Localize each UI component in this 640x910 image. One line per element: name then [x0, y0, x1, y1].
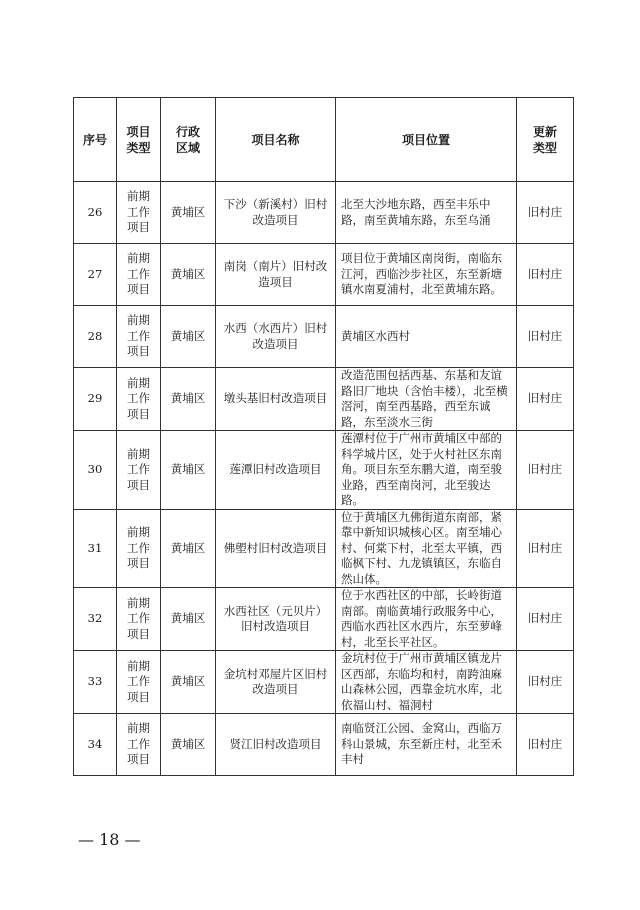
cell-category: 前期 工作 项目	[117, 509, 161, 588]
cell-category: 前期 工作 项目	[117, 306, 161, 368]
cell-project-name: 贤江旧村改造项目	[216, 714, 336, 776]
project-table	[73, 97, 574, 776]
header-location: 项目位置	[336, 98, 517, 182]
cell-project-name: 墩头基旧村改造项目	[216, 368, 336, 431]
table-row	[74, 509, 574, 588]
cell-district: 黄埔区	[161, 714, 216, 776]
table-row	[74, 588, 574, 651]
cell-index: 26	[74, 182, 117, 244]
cell-index: 27	[74, 244, 117, 306]
table-row	[74, 714, 574, 776]
header-name: 项目名称	[216, 98, 336, 182]
cell-project-name: 南岗（南片）旧村改造项目	[216, 244, 336, 306]
table-row	[74, 306, 574, 368]
cell-category: 前期 工作 项目	[117, 651, 161, 714]
cell-district: 黄埔区	[161, 431, 216, 510]
header-update-type: 更新 类型	[517, 98, 574, 182]
cell-location: 黄埔区水西村	[336, 306, 517, 368]
cell-update-type: 旧村庄	[517, 306, 574, 368]
cell-project-name: 佛塱村旧村改造项目	[216, 509, 336, 588]
cell-location: 莲潭村位于广州市黄埔区中部的科学城片区，处于火村社区东南角。项目东至东鹏大道，南至骏业路，西至南岗河，北至骏达路。	[336, 431, 517, 510]
cell-update-type: 旧村庄	[517, 244, 574, 306]
cell-location: 位于水西社区的中部，长岭街道南部。南临黄埔行政服务中心，西临水西社区水西片，东至萝峰村，北至长平社区。	[336, 588, 517, 651]
header-category: 项目 类型	[117, 98, 161, 182]
cell-project-name: 莲潭旧村改造项目	[216, 431, 336, 510]
table-row	[74, 368, 574, 431]
cell-location: 北至大沙地东路，西至丰乐中路，南至黄埔东路，东至乌涌	[336, 182, 517, 244]
cell-category: 前期 工作 项目	[117, 431, 161, 510]
cell-category: 前期 工作 项目	[117, 714, 161, 776]
table-row	[74, 244, 574, 306]
cell-project-name: 金坑村邓屋片区旧村改造项目	[216, 651, 336, 714]
cell-index: 32	[74, 588, 117, 651]
cell-category: 前期 工作 项目	[117, 244, 161, 306]
table-row	[74, 651, 574, 714]
page-number: — 18 —	[78, 830, 141, 849]
cell-location: 改造范围包括西基、东基和友谊路旧厂地块（含怡丰楼），北至横滘河，南至西基路，西至东诚路，东至淡水三街	[336, 368, 517, 431]
cell-district: 黄埔区	[161, 182, 216, 244]
cell-update-type: 旧村庄	[517, 431, 574, 510]
cell-location: 金坑村位于广州市黄埔区镇龙片区西部，东临均和村，南跨油麻山森林公园，西靠金坑水库，北依福山村、福洞村	[336, 651, 517, 714]
table-row	[74, 182, 574, 244]
cell-district: 黄埔区	[161, 588, 216, 651]
cell-update-type: 旧村庄	[517, 588, 574, 651]
cell-location: 南临贤江公园、金窝山，西临万科山景城，东至新庄村，北至禾丰村	[336, 714, 517, 776]
cell-location: 项目位于黄埔区南岗街，南临东江河，西临沙步社区，东至新塘镇水南夏浦村，北至黄埔东路。	[336, 244, 517, 306]
cell-category: 前期 工作 项目	[117, 368, 161, 431]
cell-update-type: 旧村庄	[517, 182, 574, 244]
cell-index: 30	[74, 431, 117, 510]
header-index: 序号	[74, 98, 117, 182]
cell-project-name: 水西（水西片）旧村改造项目	[216, 306, 336, 368]
cell-update-type: 旧村庄	[517, 714, 574, 776]
cell-project-name: 下沙（新溪村）旧村改造项目	[216, 182, 336, 244]
cell-index: 29	[74, 368, 117, 431]
cell-update-type: 旧村庄	[517, 651, 574, 714]
cell-update-type: 旧村庄	[517, 368, 574, 431]
cell-district: 黄埔区	[161, 368, 216, 431]
cell-category: 前期 工作 项目	[117, 588, 161, 651]
cell-district: 黄埔区	[161, 509, 216, 588]
cell-update-type: 旧村庄	[517, 509, 574, 588]
header-district: 行政 区域	[161, 98, 216, 182]
table-header-row	[74, 98, 574, 182]
cell-location: 位于黄埔区九佛街道东南部，紧靠中新知识城核心区。南至埔心村、何棠下村，北至太平镇，西临枫下村、九龙镇镇区，东临自然山体。	[336, 509, 517, 588]
cell-district: 黄埔区	[161, 306, 216, 368]
cell-index: 28	[74, 306, 117, 368]
cell-index: 33	[74, 651, 117, 714]
cell-index: 31	[74, 509, 117, 588]
cell-district: 黄埔区	[161, 651, 216, 714]
table-row	[74, 431, 574, 510]
cell-project-name: 水西社区（元贝片）旧村改造项目	[216, 588, 336, 651]
cell-district: 黄埔区	[161, 244, 216, 306]
cell-index: 34	[74, 714, 117, 776]
cell-category: 前期 工作 项目	[117, 182, 161, 244]
